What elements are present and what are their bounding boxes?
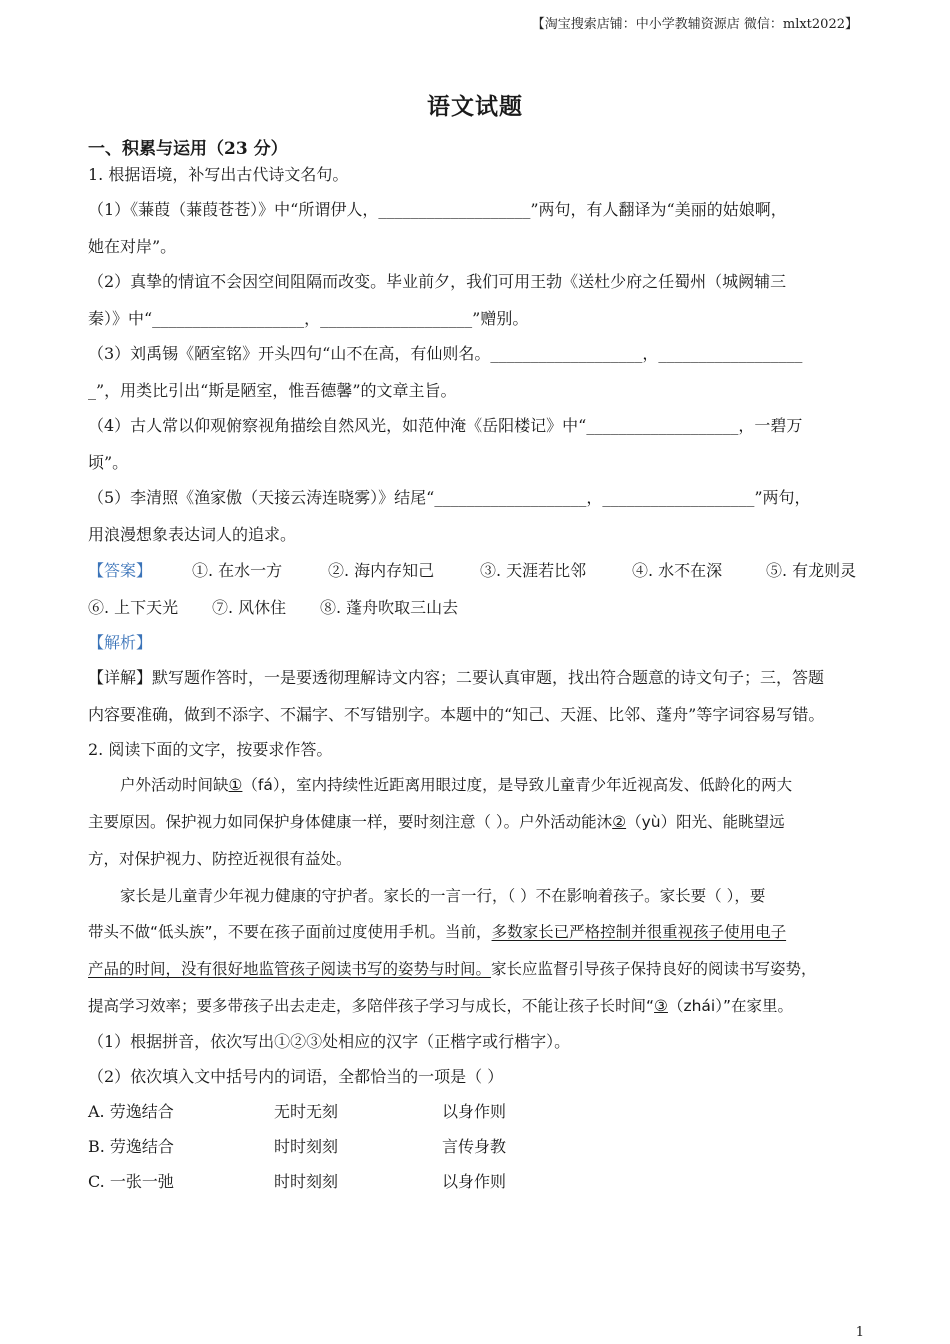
analysis-label: 【解析】 [88,633,153,652]
option-a-word-3: 以身作则 [442,1102,507,1121]
blank-marker: ③ [654,997,668,1015]
option-c-word-3: 以身作则 [442,1172,507,1191]
option-b-word-2: 时时刻刻 [274,1137,339,1156]
question-1-item-1-line-1: （1）《蒹葭（蒹葭苍苍）》中“所谓伊人，___________________”两句，有人翻译为“美丽的姑娘啊， [88,200,787,219]
option-a: A. 劳逸结合 [88,1102,174,1121]
passage-line: 家长是儿童青少年视力健康的守护者。家长的一言一行，（ ）不在影响着孩子。家长要（ ），要 [120,887,766,905]
passage-line: 带头不做“低头族”，不要在孩子面前过度使用手机。当前，多数家长已严格控制并很重视孩子使用电子 [88,923,787,941]
question-2-sub-1: （1）根据拼音，依次写出①②③处相应的汉字（正楷字或行楷字）。 [88,1032,571,1051]
option-b-word-3: 言传身教 [442,1137,507,1156]
answer-item: ③. 天涯若比邻 [480,561,587,580]
answer-item: ⑥. 上下天光 [88,598,179,617]
detail-line-2: 内容要准确，做到不添字、不漏字、不写错别字。本题中的“知己、天涯、比邻、蓬舟”等字词容易写错。 [88,705,825,724]
question-2-sub-2: （2）依次填入文中括号内的词语，全都恰当的一项是（ ） [88,1067,504,1086]
page-title: 语文试题 [427,93,523,120]
passage-line: 产品的时间，没有很好地监管孩子阅读书写的姿势与时间。家长应监督引导孩子保持良好的阅读书写姿势， [88,960,817,978]
question-1-item-5-line-2: 用浪漫想象表达词人的追求。 [88,525,297,544]
answer-item: ②. 海内存知己 [328,561,435,580]
question-1-item-2-line-2: 秦）》中“___________________，___________________”赠别。 [88,309,529,328]
question-1-item-4-line-2: 顷”。 [88,453,129,472]
question-1-item-2-line-1: （2）真挚的情谊不会因空间阻隔而改变。毕业前夕，我们可用王勃《送杜少府之任蜀州（城阙辅三 [88,272,787,291]
passage-line: 提高学习效率；要多带孩子出去走走，多陪伴孩子学习与成长，不能让孩子长时间“③（zhái）”在家里。 [88,997,793,1015]
answer-item: ⑦. 风休住 [212,598,287,617]
option-b: B. 劳逸结合 [88,1137,174,1156]
passage-line: 方，对保护视力、防控近视很有益处。 [88,850,352,868]
option-c: C. 一张一弛 [88,1172,174,1191]
question-1-item-3-line-1: （3）刘禹锡《陋室铭》开头四句“山不在高，有仙则名。___________________，__________________ [88,344,803,363]
question-1-item-4-line-1: （4）古人常以仰观俯察视角描绘自然风光，如范仲淹《岳阳楼记》中“___________________，一碧万 [88,416,803,435]
answer-item: ①. 在水一方 [192,561,283,580]
question-1-stem: 1. 根据语境，补写出古代诗文名句。 [88,165,349,184]
answer-item: ⑧. 蓬舟吹取三山去 [320,598,459,617]
option-a-word-2: 无时无刻 [274,1102,339,1121]
passage-line: 户外活动时间缺①（fá），室内持续性近距离用眼过度，是导致儿童青少年近视高发、低龄化的两大 [120,776,793,794]
underlined-sentence: 产品的时间，没有很好地监管孩子阅读书写的姿势与时间。 [88,960,492,978]
answer-item: ④. 水不在深 [632,561,723,580]
option-c-word-2: 时时刻刻 [274,1172,339,1191]
blank-marker: ② [612,813,627,831]
question-1-item-5-line-1: （5）李清照《渔家傲（天接云涛连晓雾）》结尾“___________________，___________________”两句， [88,488,811,507]
underlined-sentence: 多数家长已严格控制并很重视孩子使用电子 [491,923,787,941]
section-heading: 一、积累与运用（23 分） [88,139,288,159]
detail-line-1: 【详解】默写题作答时，一是要透彻理解诗文内容；二要认真审题，找出符合题意的诗文句子；三，答题 [88,668,825,687]
passage-line: 主要原因。保护视力如同保护身体健康一样，要时刻注意（ ）。户外活动能沐②（yù）阳光、能眺望远 [88,813,785,831]
answer-label: 【答案】 [88,561,153,580]
question-1-item-3-line-2: _”，用类比引出“斯是陋室，惟吾德馨”的文章主旨。 [88,381,457,400]
answer-item: ⑤. 有龙则灵 [766,561,857,580]
page-number: 1 [855,1325,864,1340]
question-2-stem: 2. 阅读下面的文字，按要求作答。 [88,740,333,759]
header-note: 【淘宝搜索店铺：中小学教辅资源店 微信：mlxt2022】 [531,17,858,32]
blank-marker: ① [228,776,243,794]
question-1-item-1-line-2: 她在对岸”。 [88,237,177,256]
